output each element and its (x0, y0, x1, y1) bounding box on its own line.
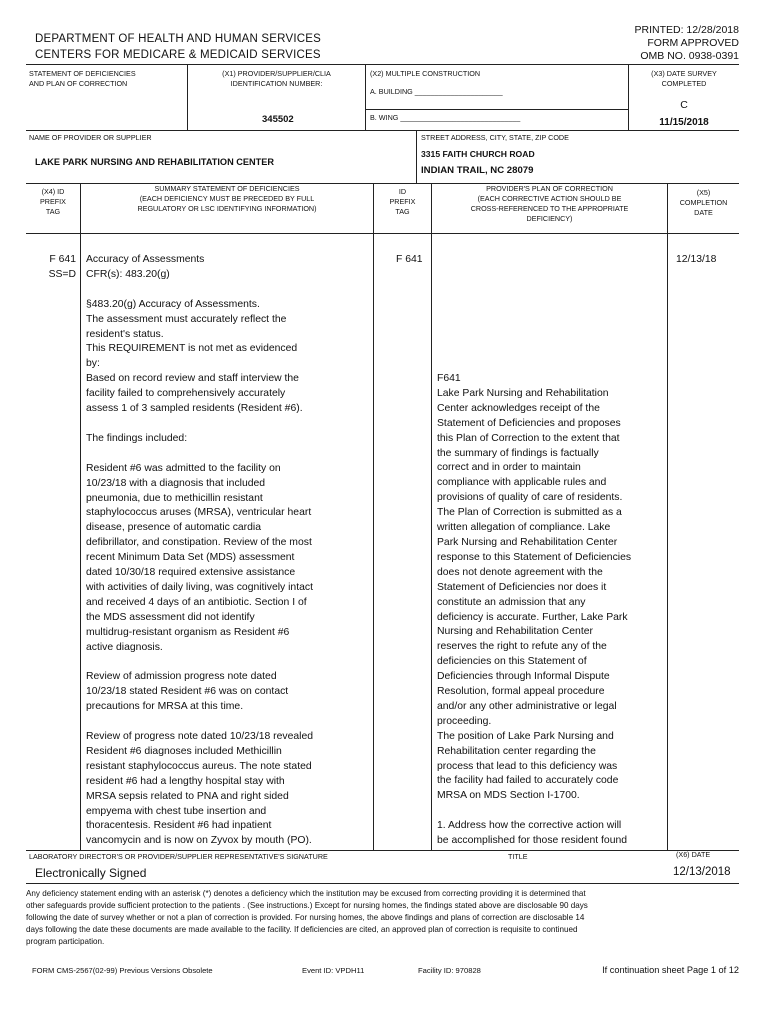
statement-label: STATEMENT OF DEFICIENCIES AND PLAN OF CORRECTION (29, 69, 136, 88)
address-label: STREET ADDRESS, CITY, STATE, ZIP CODE (421, 133, 569, 142)
summary-column-header: SUMMARY STATEMENT OF DEFICIENCIES (EACH DEFICIENCY MUST BE PRECEDED BY FULL REGULATORY OR LSC IDENTIFYING INFORMATION) (137, 184, 317, 213)
summary-statement: Accuracy of Assessments CFR(s): 483.20(g) §483.20(g) Accuracy of Assessments. The assessment must accurately reflect the resident's status. This REQUIREMENT is not met as evidenced by: Based on record review and staff interview the facility failed to comprehensively accurately assess 1 of 3 sampled residents (Resident #6). The findings included: Resident #6 was admitted to the facility on 10/23/18 with a diagnosis that included pneumonia, due to methicillin resistant staphylococcus aruses (MRSA), ventricular heart disease, presence of automatic cardia defibrillator, and constipation. Review of the most recent Minimum Data Set (MDS) assessment dated 10/30/18 required extensive assistance with activities of daily living, was cognitively intact and received 4 days of an antibiotic. Section I of the MDS assessment did not identify multidrug-resistant organism as Resident #6 active diagnosis. Review of admission progress note dated 10/23/18 stated Resident #6 was on contact precautions for MRSA at this time. Review of progress note dated 10/23/18 revealed Resident #6 diagnoses included Methicillin resistant staphylococcus aureus. The note stated resident #6 had a lengthy hospital stay with MRSA sepsis related to PNA and right sided empyema with chest tube insertion and thoracentesis. Resident #6 had inpatient vancomycin and is now on Zyvox by mouth (PO). (86, 254, 314, 847)
building-field: A. BUILDING ______________________ (370, 87, 503, 96)
city-state-zip: INDIAN TRAIL, NC 28079 (421, 165, 534, 176)
plan-id-tag: F 641 (396, 254, 423, 265)
provider-name: LAKE PARK NURSING AND REHABILITATION CENTER (35, 157, 275, 167)
omb-number: OMB NO. 0938-0391 (640, 50, 739, 62)
provider-name-label: NAME OF PROVIDER OR SUPPLIER (29, 133, 152, 142)
id-column-header: ID PREFIX TAG (389, 187, 416, 216)
form-approved: FORM APPROVED (647, 37, 739, 49)
facility-id: Facility ID: 970828 (418, 966, 481, 975)
multiple-construction-label: (X2) MULTIPLE CONSTRUCTION (370, 69, 481, 78)
deficiency-tag: F 641 (49, 254, 76, 265)
plan-of-correction: F641 Lake Park Nursing and Rehabilitation Center acknowledges receipt of the Statement of Deficiencies and proposes this Plan of Correction to the extent that the summary of findings is factually correct and in order to maintain compliance with applicable rules and provisions of quality of care of residents. The Plan of Correction is submitted as a written allegation of compliance. Lake Park Nursing and Rehabilitation Center response to this Statement of Deficiencies does not denote agreement with the Statement of Deficiencies nor does it constitute an admission that any deficiency is accurate. Further, Lake Park Nursing and Rehabilitation Center reserves the right to refute any of the deficiencies on this Statement of Deficiencies through Informal Dispute Resolution, formal appeal procedure and/or any other administrative or legal proceeding. The position of Lake Park Nursing and Rehabilitation center regarding the process that lead to this deficiency was the facility had failed to accurately code MRSA on MDS Section I-1700. 1. Address how the corrective action will be accomplished for those resident found (437, 373, 632, 847)
event-id: Event ID: VPDH11 (302, 966, 365, 975)
plan-column-header: PROVIDER'S PLAN OF CORRECTION (EACH CORRECTIVE ACTION SHOULD BE CROSS-REFERENCED TO THE APPROPRIATE DEFICIENCY) (470, 184, 629, 223)
wing-field: B. WING ______________________________ (370, 113, 521, 122)
form-number: FORM CMS-2567(02-99) Previous Versions Obsolete (32, 966, 213, 975)
survey-code: C (680, 99, 688, 111)
signature-label: LABORATORY DIRECTOR'S OR PROVIDER/SUPPLIER REPRESENTATIVE'S SIGNATURE (29, 852, 328, 861)
x5-column-header: (X5) COMPLETION DATE (679, 188, 728, 217)
department-title: DEPARTMENT OF HEALTH AND HUMAN SERVICES (35, 33, 321, 45)
printed-date: PRINTED: 12/28/2018 (634, 24, 739, 36)
survey-date: 11/15/2018 (659, 117, 709, 128)
severity-scope: SS=D (48, 269, 76, 280)
provider-id-value: 345502 (262, 114, 294, 125)
street-address: 3315 FAITH CHURCH ROAD (421, 149, 535, 159)
disclaimer: Any deficiency statement ending with an asterisk (*) denotes a deficiency which the institution may be excused from correcting providing it is determined that other safeguards provide sufficient protection to the patients . (See instructions.) Except for nursing homes, the findings stated above are disclosable 90 days following the date of survey whether or not a plan of correction is provided. For nursing homes, the above findings and plans of correction are disclosable 14 days following the date these documents are made available to the facility. If deficiencies are cited, an approved plan of correction is requisite to continued program participation. (26, 889, 588, 946)
survey-date-label: (X3) DATE SURVEY COMPLETED (651, 69, 717, 88)
page-number: If continuation sheet Page 1 of 12 (602, 965, 739, 975)
signature-date-label: (X6) DATE (676, 850, 711, 859)
signature-date: 12/13/2018 (673, 866, 731, 878)
electronic-signature: Electronically Signed (35, 866, 147, 880)
provider-id-label: (X1) PROVIDER/SUPPLIER/CLIA IDENTIFICATION NUMBER: (222, 69, 331, 88)
x4-column-header: (X4) ID PREFIX TAG (40, 187, 66, 216)
title-label: TITLE (508, 852, 528, 861)
agency-title: CENTERS FOR MEDICARE & MEDICAID SERVICES (35, 49, 321, 61)
completion-date: 12/13/18 (676, 254, 717, 265)
